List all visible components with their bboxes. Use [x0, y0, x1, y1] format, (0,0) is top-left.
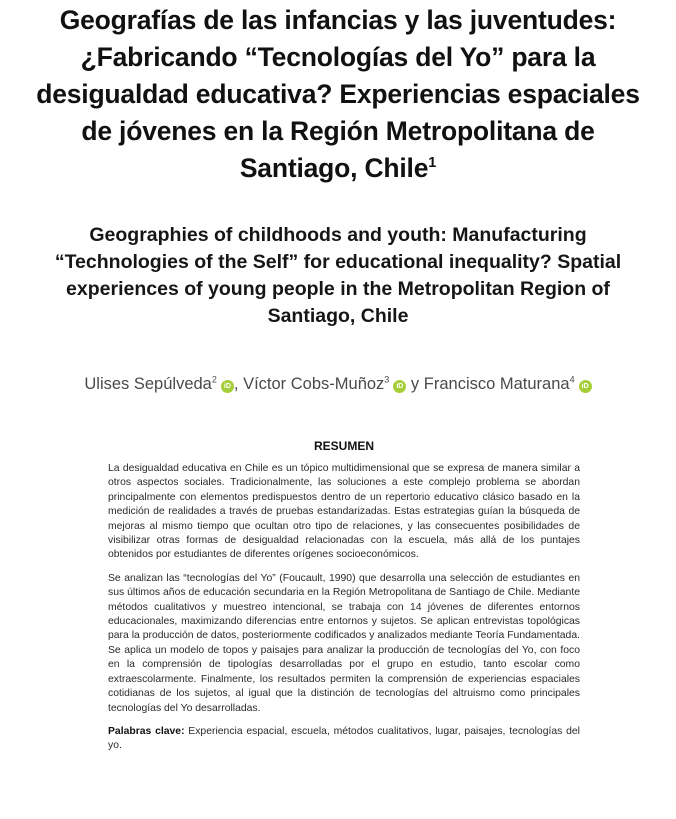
author-2: [243, 375, 424, 393]
keywords-text: Experiencia espacial, escuela, métodos cualitativos, lugar, paisajes, tecnologías del yo.: [108, 725, 580, 752]
author-3: [424, 375, 592, 393]
author-line: [0, 372, 676, 396]
keywords-paragraph: [108, 725, 580, 754]
author-footnote-marker[interactable]: 2: [211, 374, 217, 385]
orcid-icon[interactable]: iD: [579, 380, 592, 393]
english-title: Geographies of childhoods and youth: Manufacturing “Technologies of the Self” for educational inequality? Spatial experiences of young people in the Metropolitan Region of Santiago, Chile: [54, 224, 622, 327]
author-footnote-marker[interactable]: 3: [384, 374, 390, 385]
abstract-section: [108, 438, 580, 763]
orcid-icon[interactable]: iD: [221, 380, 234, 393]
author-1: [84, 375, 243, 393]
keywords-label: Palabras clave:: [108, 725, 185, 737]
author-footnote-marker[interactable]: 4: [569, 374, 575, 385]
spanish-title-text: Geografías de las infancias y las juventudes: ¿Fabricando “Tecnologías del Yo” para la desigualdad educativa? Experiencias espaciales de jóvenes en la Región Metropolitana de Santiago, Chile: [36, 5, 640, 183]
author-name: Francisco Maturana: [423, 375, 570, 393]
author-separator: y: [406, 375, 424, 393]
author-separator: ,: [233, 375, 244, 393]
abstract-paragraph-1: La desigualdad educativa en Chile es un tópico multidimensional que se expresa de manera similar a otros aspectos sociales. Tradicionalmente, las soluciones a este complejo problema se abordan principalmente con elementos predispuestos dentro de un repertorio educativo clásico basado en la medición de realidades a través de pruebas estandarizadas. Estas estrategias guían la búsqueda de mejoras al mismo tiempo que ocultan otro tipo de relaciones, y las consecuentes posibilidades de visibilizar otras formas de desigualdad relacionadas con la escuela, más allá de los puntajes obtenidos por estudiantes de diferentes orígenes socioeconómicos.: [108, 463, 580, 561]
orcid-icon[interactable]: iD: [393, 380, 406, 393]
abstract-paragraph-2: Se analizan las “tecnologías del Yo” (Foucault, 1990) que desarrolla una selección de estudiantes en sus últimos años de educación secundaria en la Región Metropolitana de Santiago de Chile. Mediante métodos cualitativos y muestreo intencional, se trabaja con 14 jóvenes de diferentes entornos educacionales, maximizando diferencias entre entornos y sujetos. Se aplican entrevistas topológicas para la producción de datos, posteriormente codificados y analizados mediante Teoría Fundamentada. Se aplica un modelo de topos y paisajes para analizar la producción de tecnologías del Yo, con foco en la comprensión de tipologías desarrolladas por el grupo en estudio, tanto escolar como extraescolarmente. Finalmente, los resultados permiten la comprensión de experiencias espaciales cotidianas de los sujetos, al igual que la distinción de tecnologías del altruismo como principales tecnologías del Yo desarrolladas.: [108, 572, 580, 714]
author-name: Víctor Cobs-Muñoz: [243, 375, 385, 393]
author-name: Ulises Sepúlveda: [84, 375, 212, 393]
spanish-title: [24, 2, 652, 187]
title-footnote-marker[interactable]: 1: [428, 155, 437, 172]
abstract-heading: RESUMEN: [313, 439, 374, 453]
